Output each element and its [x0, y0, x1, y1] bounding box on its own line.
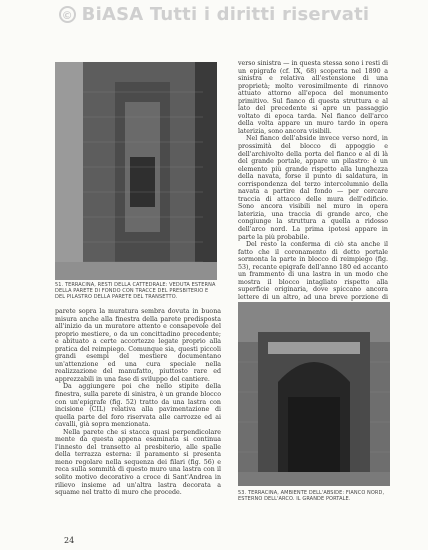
paragraph: Nel fianco dell'abside invece verso nord, in prossimità del blocco di appoggio e dell'archivolto della porta del fianco e al di là del grande portale, appare un pilastro: è un elemento più grande rispetto alla lunghezza della navata, forse il punto di saldatura, in corrispondenza del terzo intercolumnio della navata a partire dal fondo — per cercare traccia di attacco delle mura dell'edificio. Sono ancora visibili nel muro in opera laterizia, una traccia di grande arco, che congiunge la struttura a quella a ridosso dell'arco nord. La prima ipotesi appare in parte la più probabile. [238, 135, 388, 241]
watermark [0, 3, 428, 25]
figure-right-caption: 53. TERRACINA, AMBIENTE DELL'ABSIDE: FIANCO NORD, ESTERNO DELL'ARCO. IL GRANDE PORTALE. [238, 490, 385, 503]
paragraph: verso sinistra — in questa stessa sono i resti di un epigrafe (cf. IX, 68) scoperta nel 1890 a sinistra e relativa all'estensione di una proprietà; molto verosimilmente di rinnovo attuato attorno all'epoca del monumento primitivo. Sul fianco di questa struttura e al lato del precedente si apre un passaggio voltato di epoca tarda. Nel fianco dell'arco della volta appare un muro tardo in opera laterizia, sono ancora visibili. [238, 60, 389, 135]
text-column-right-top [238, 60, 389, 301]
text-column-left-bottom [55, 308, 221, 530]
portal-image [238, 302, 390, 486]
paragraph: Nella parete che si stacca quasi perpendicolare mente da questa appena esaminata si continua l'innesto del transetto al presbiterio, alle spalle della terrazza esterna: il paramento si presenta meno regolare nella sequenza dei filari (fig. 56) e reca sulla sommità di questo muro una lastra con il solito motivo decorativo a croce di Sant'Andrea in rilievo insieme ad un'altra lastra decorata a squame nel tratto di muro che procede. [55, 428, 221, 497]
page-number: 24 [64, 536, 75, 545]
photo-tower-wall [55, 62, 217, 280]
copyright-logo-icon: © [59, 6, 76, 23]
paragraph: Del resto la conferma di ciò sta anche il fatto che il coronamento di detto portale sormonta la parte in blocco di reimpiego (fig. 53), recante epigrafe dell'anno 180 ed accanto un frammento di una lastra in un modo che mostra il blocco intagliato rispetto alla superficie originaria, dove spiccano ancora lettere di un altro, ad una breve porzione di [238, 241, 388, 301]
figure-left-caption: 51. TERRACINA, RESTI DELLA CATTEDRALE: VEDUTA ESTERNA DELLA PARETE DI FONDO CON TRACCE DEL PRESBITERIO E DEL PILASTRO DELLA PARETE DEL TRANSETTO. [55, 282, 216, 301]
photo-portal [238, 302, 390, 486]
watermark-text: BiASA Tutti i diritti riservati [81, 3, 370, 25]
tower-wall-image [55, 62, 217, 280]
paragraph: parete sopra la muratura sembra dovuta in buona misura anche alla finestra della parete predisposta all'inizio da un muratore attento e consapevole del proprio mestiere, o da un concittadino precedente; e abituato a certe accortezze legate proprio alla pratica del reimpiego. Comunque sia, questi piccoli grandi esempi del mestiere documentano un'attenzione ed una cura speciale nella realizzazione del manufatto, piuttosto rare ed apprezzabili in una fase di sviluppo del cantiere. [55, 308, 221, 383]
paragraph: Da aggiungere poi che nello stipite della finestra, sulla parete di sinistra, è un grande blocco con un'epigrafe (fig. 52) tratto da una lastra con incisione (CIL) relativa alla pavimentazione di quella parte del foro riservata alle carrozze ed ai cavalli, già sopra menzionata. [55, 383, 221, 429]
